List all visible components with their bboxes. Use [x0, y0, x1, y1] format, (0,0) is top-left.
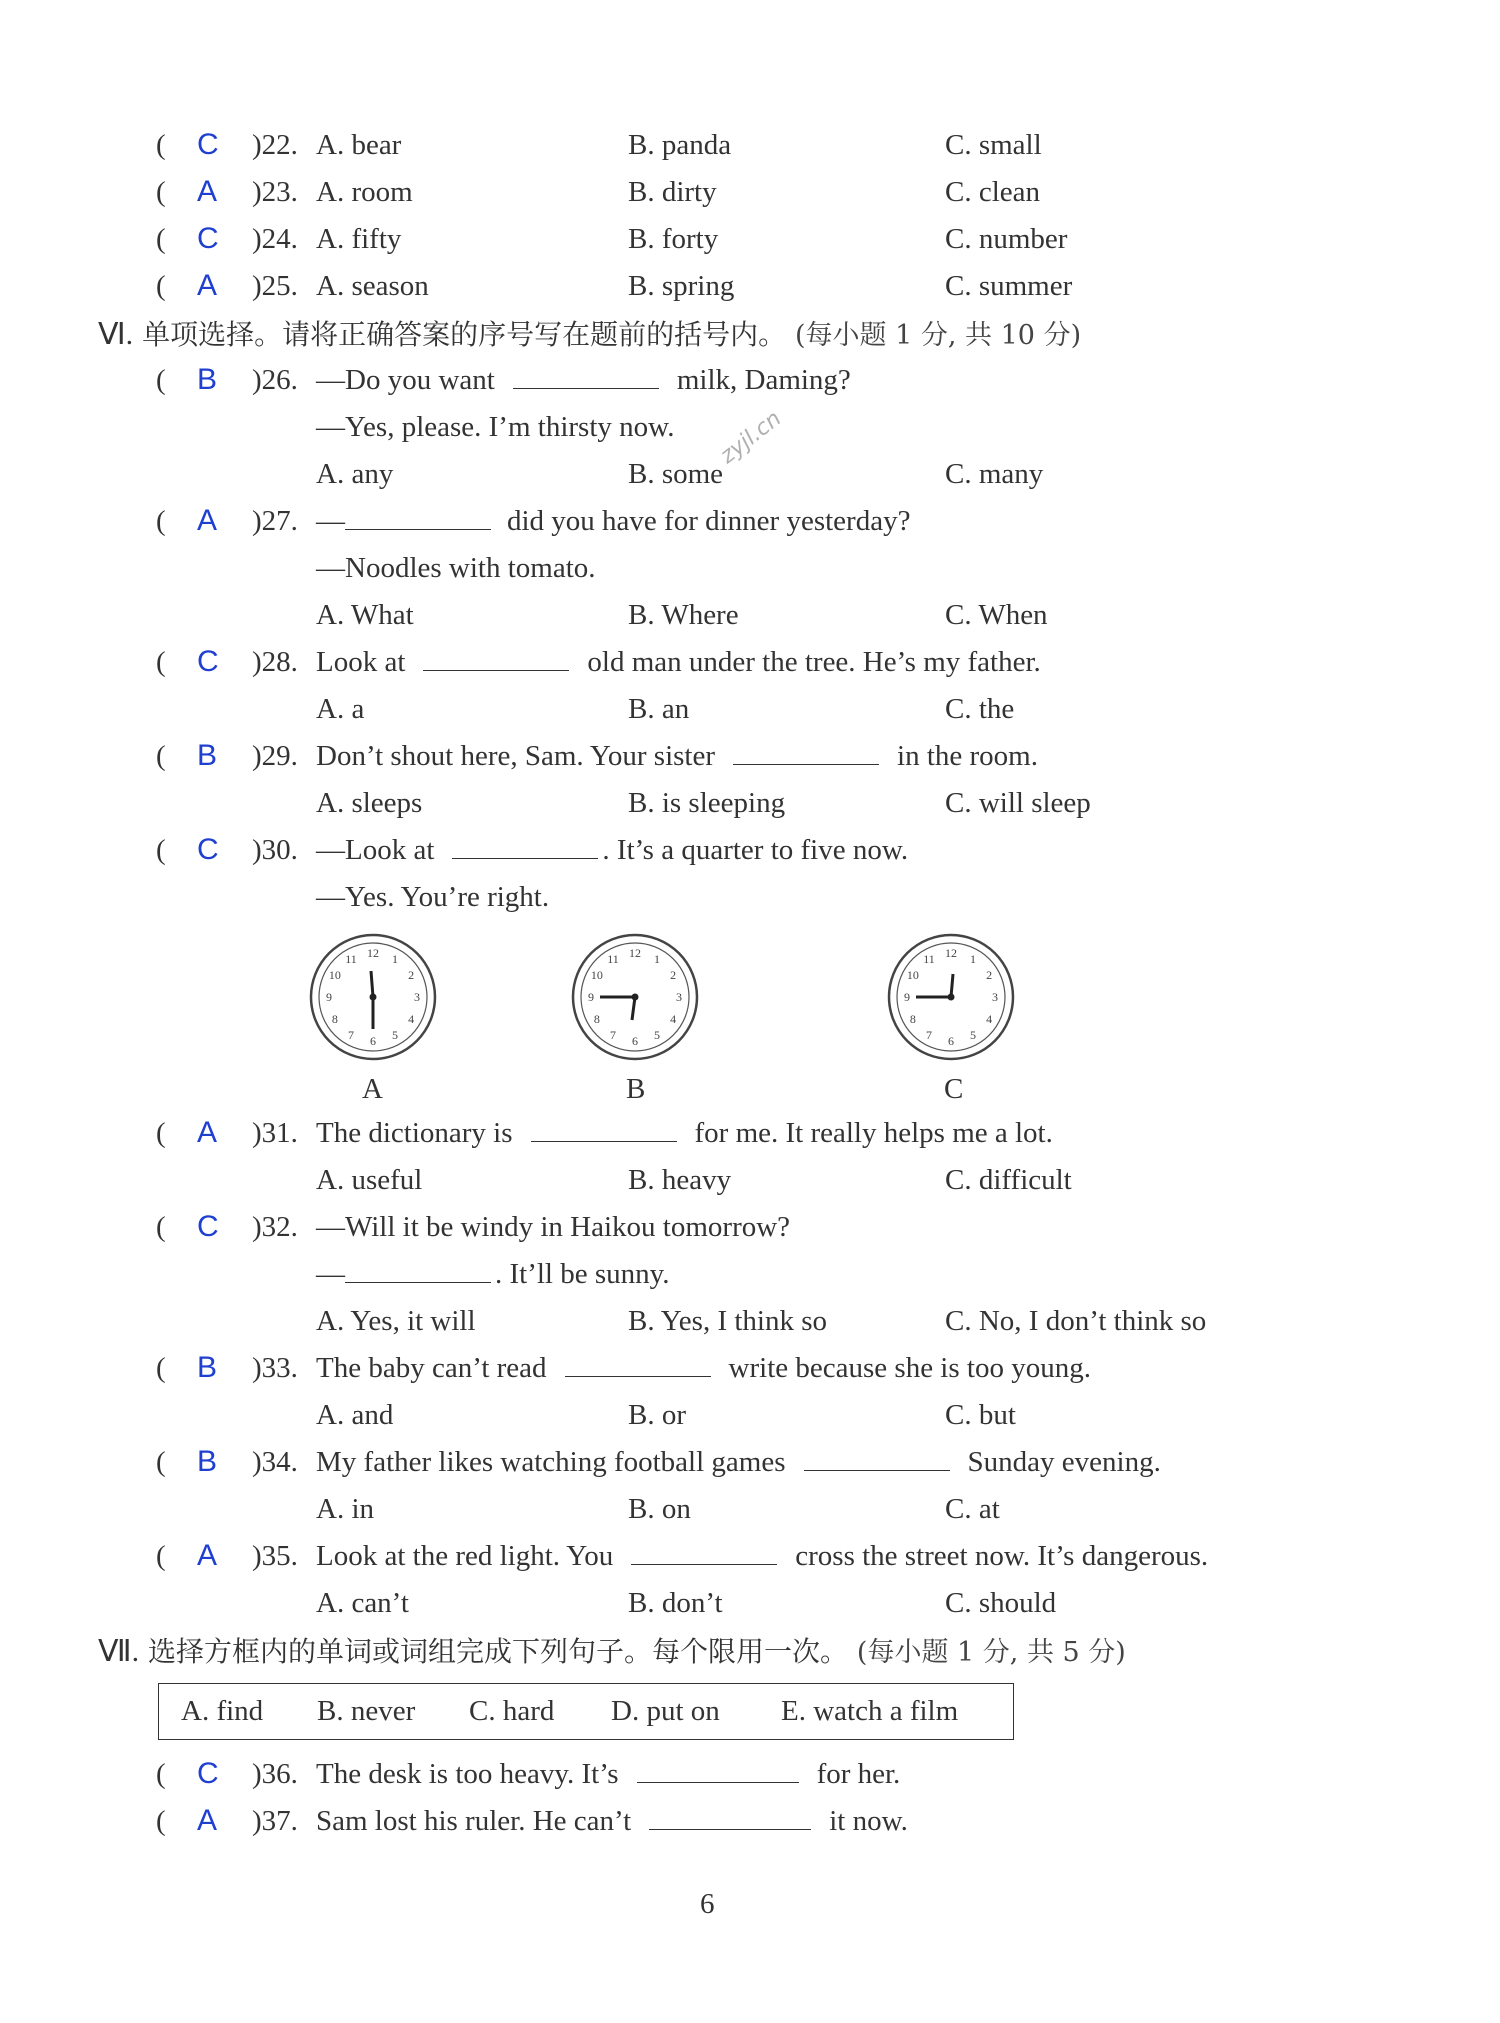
option-c: C. many	[945, 458, 1044, 490]
answer-blank	[345, 501, 491, 530]
option-b: B. don’t	[628, 1587, 723, 1619]
stem-before-blank: Look at	[316, 646, 406, 678]
stem-after-blank: milk, Daming?	[676, 364, 851, 396]
question-30	[0, 828, 1500, 872]
clock-c	[886, 932, 1016, 1062]
clock-numeral: 2	[408, 968, 415, 982]
question-number: )36.	[252, 1758, 298, 1790]
answer-mark: C	[197, 1757, 219, 1790]
answer-blank	[637, 1754, 799, 1783]
stem-before-blank: The desk is too heavy. It’s	[316, 1758, 619, 1790]
clock-numeral: 12	[945, 946, 957, 960]
paren-open: (	[156, 646, 166, 678]
stem-after-blank: old man under the tree. He’s my father.	[587, 646, 1041, 678]
question-stem	[316, 499, 910, 543]
paren-open: (	[156, 1805, 166, 1837]
clock-label-c: C	[944, 1073, 964, 1105]
clock-numeral: 3	[414, 990, 420, 1004]
section-number: Ⅵ.	[98, 318, 134, 351]
section-title: 选择方框内的单词或词组完成下列句子。每个限用一次。	[148, 1635, 849, 1668]
option-c: C. will sleep	[945, 787, 1091, 819]
question-number: )30.	[252, 834, 298, 866]
clock-numeral: 7	[926, 1028, 932, 1043]
paren-open: (	[156, 1446, 166, 1478]
question-stem	[316, 1440, 1161, 1484]
option-a: A. Yes, it will	[316, 1305, 476, 1337]
question-number: )23.	[252, 176, 298, 208]
question-34	[0, 1440, 1500, 1484]
clock-label-b: B	[626, 1073, 646, 1105]
question-stem	[316, 734, 1038, 778]
option-c: C. at	[945, 1493, 1000, 1525]
clock-center	[632, 994, 639, 1001]
question-number: )22.	[252, 129, 298, 161]
option-a: A. useful	[316, 1164, 423, 1196]
stem-after-blank: did you have for dinner yesterday?	[507, 505, 911, 537]
option-b: B. heavy	[628, 1164, 732, 1196]
option-a: A. room	[316, 176, 413, 208]
word-bank-item: E. watch a film	[781, 1695, 959, 1727]
clock-numeral: 1	[970, 951, 976, 966]
clock-numeral: 4	[408, 1012, 415, 1026]
paren-open: (	[156, 505, 166, 537]
word-bank-item: D. put on	[611, 1695, 720, 1727]
clock-numeral: 7	[348, 1028, 354, 1043]
clock-numeral: 9	[326, 990, 332, 1004]
answer-blank	[649, 1801, 811, 1830]
clock-numeral: 5	[654, 1028, 660, 1043]
answer-mark: A	[197, 269, 218, 302]
question-26-options	[0, 452, 1500, 496]
answer-mark: C	[197, 833, 219, 866]
question-32	[0, 1205, 1500, 1249]
option-b: B. dirty	[628, 176, 717, 208]
clock-numeral: 9	[904, 990, 910, 1004]
clock-center	[370, 994, 377, 1001]
word-bank-box	[158, 1683, 1014, 1740]
answer-mark: A	[197, 175, 218, 208]
clock-numeral: 4	[986, 1012, 993, 1026]
paren-open: (	[156, 176, 166, 208]
answer-mark: B	[197, 1445, 218, 1478]
question-28-options	[0, 687, 1500, 731]
stem-after-blank: . It’s a quarter to five now.	[602, 834, 909, 866]
stem-before-blank: My father likes watching football games	[316, 1446, 786, 1478]
answer-mark: C	[197, 128, 219, 161]
section-title: 单项选择。请将正确答案的序号写在题前的括号内。	[142, 318, 787, 351]
clock-numeral: 8	[331, 1012, 338, 1026]
answer-blank	[345, 1254, 491, 1283]
question-27	[0, 499, 1500, 543]
paren-open: (	[156, 129, 166, 161]
question-35-options	[0, 1581, 1500, 1625]
question-number: )28.	[252, 646, 298, 678]
question-32-reply	[0, 1252, 1500, 1296]
word-bank-item: B. never	[317, 1695, 416, 1727]
answer-blank	[804, 1442, 950, 1471]
paren-open: (	[156, 1758, 166, 1790]
clock-numeral: 2	[986, 968, 993, 982]
dialogue-reply: —Yes. You’re right.	[316, 881, 550, 913]
clock-numeral: 2	[670, 968, 677, 982]
reply-after-blank: . It’ll be sunny.	[495, 1258, 670, 1290]
question-27-options	[0, 593, 1500, 637]
option-c: C. small	[945, 129, 1042, 161]
word-bank-item: C. hard	[469, 1695, 555, 1727]
question-number: )24.	[252, 223, 298, 255]
answer-mark: A	[197, 1116, 218, 1149]
clock-label-a: A	[362, 1073, 383, 1105]
clock-numeral: 6	[948, 1034, 954, 1048]
question-23	[0, 170, 1500, 214]
clock-b	[570, 932, 700, 1062]
paren-open: (	[156, 834, 166, 866]
watermark: zyjl.cn	[715, 406, 787, 469]
stem-before-blank: Don’t shout here, Sam. Your sister	[316, 740, 716, 772]
stem-after-blank: in the room.	[897, 740, 1038, 772]
clock-numeral: 11	[923, 951, 935, 966]
dialogue-reply	[316, 1252, 670, 1296]
question-stem	[316, 1752, 900, 1796]
question-36	[0, 1752, 1500, 1796]
stem-before-blank: Look at the red light. You	[316, 1540, 614, 1572]
stem-after-blank: it now.	[829, 1805, 908, 1837]
question-stem	[316, 1346, 1091, 1390]
question-31-options	[0, 1158, 1500, 1202]
stem-before-blank: Sam lost his ruler. He can’t	[316, 1805, 632, 1837]
paren-open: (	[156, 1211, 166, 1243]
clock-numeral: 5	[392, 1028, 398, 1043]
question-number: )27.	[252, 505, 298, 537]
answer-mark: C	[197, 1210, 219, 1243]
dialogue-reply: —Yes, please. I’m thirsty now.	[316, 411, 675, 443]
question-stem	[316, 358, 851, 402]
option-b: B. Yes, I think so	[628, 1305, 828, 1337]
stem-after-blank: Sunday evening.	[967, 1446, 1161, 1478]
option-b: B. an	[628, 693, 690, 725]
stem-before-blank: —Do you want	[316, 364, 495, 396]
clock-numeral: 12	[367, 946, 379, 960]
option-b: B. forty	[628, 223, 719, 255]
clock-numeral: 4	[670, 1012, 677, 1026]
question-33	[0, 1346, 1500, 1390]
question-stem	[316, 640, 1041, 684]
question-29-options	[0, 781, 1500, 825]
option-a: A. any	[316, 458, 394, 490]
option-c: C. summer	[945, 270, 1073, 302]
paren-open: (	[156, 364, 166, 396]
section-score: (每小题 1 分, 共 10 分)	[795, 320, 1082, 351]
stem-before-blank: The baby can’t read	[316, 1352, 547, 1384]
paren-open: (	[156, 1352, 166, 1384]
option-a: A. What	[316, 599, 414, 631]
option-b: B. Where	[628, 599, 739, 631]
option-a: A. fifty	[316, 223, 402, 255]
option-c: C. No, I don’t think so	[945, 1305, 1207, 1337]
option-b: B. spring	[628, 270, 735, 302]
clock-numeral: 8	[593, 1012, 600, 1026]
option-a: A. and	[316, 1399, 394, 1431]
answer-mark: C	[197, 222, 219, 255]
answer-blank	[565, 1348, 711, 1377]
stem-before-blank: The dictionary is	[316, 1117, 513, 1149]
stem-after-blank: cross the street now. It’s dangerous.	[795, 1540, 1209, 1572]
option-b: B. or	[628, 1399, 686, 1431]
option-b: B. is sleeping	[628, 787, 786, 819]
question-25	[0, 264, 1500, 308]
option-b: B. on	[628, 1493, 691, 1525]
question-number: )26.	[252, 364, 298, 396]
option-a: A. bear	[316, 129, 402, 161]
option-c: C. the	[945, 693, 1015, 725]
question-stem	[316, 1111, 1053, 1155]
question-number: )35.	[252, 1540, 298, 1572]
option-a: A. can’t	[316, 1587, 409, 1619]
answer-mark: A	[197, 1539, 218, 1572]
option-a: A. a	[316, 693, 365, 725]
clock-numeral: 11	[345, 951, 357, 966]
clock-numeral: 10	[906, 968, 919, 982]
option-c: C. should	[945, 1587, 1057, 1619]
question-35	[0, 1534, 1500, 1578]
paren-open: (	[156, 1540, 166, 1572]
hour-hand	[371, 971, 373, 997]
section-score: (每小题 1 分, 共 5 分)	[856, 1637, 1126, 1668]
stem-after-blank: write because she is too young.	[728, 1352, 1091, 1384]
clock-numeral: 12	[629, 946, 641, 960]
dialogue-reply: —Noodles with tomato.	[316, 552, 596, 584]
stem-after-blank: for her.	[816, 1758, 901, 1790]
clock-numeral: 5	[970, 1028, 976, 1043]
question-number: )33.	[252, 1352, 298, 1384]
clock-numeral: 3	[992, 990, 998, 1004]
clock-numeral: 11	[607, 951, 619, 966]
clock-numeral: 3	[676, 990, 682, 1004]
clock-a	[308, 932, 438, 1062]
question-number: )31.	[252, 1117, 298, 1149]
question-number: )25.	[252, 270, 298, 302]
question-32-options	[0, 1299, 1500, 1343]
clock-numeral: 6	[370, 1034, 376, 1048]
question-number: )37.	[252, 1805, 298, 1837]
question-number: )34.	[252, 1446, 298, 1478]
stem-before-blank: —Look at	[316, 834, 435, 866]
question-37	[0, 1799, 1500, 1843]
clock-numeral: 9	[588, 990, 594, 1004]
answer-mark: A	[197, 504, 218, 537]
section-6-heading	[98, 313, 1081, 353]
answer-blank	[733, 736, 879, 765]
question-30-reply	[0, 875, 1500, 919]
clock-numeral: 1	[392, 951, 398, 966]
clock-numeral: 1	[654, 951, 660, 966]
question-number: )29.	[252, 740, 298, 772]
question-stem	[316, 1799, 908, 1843]
question-29	[0, 734, 1500, 778]
paren-open: (	[156, 740, 166, 772]
word-bank-item: A. find	[181, 1695, 264, 1727]
option-c: C. number	[945, 223, 1068, 255]
answer-mark: B	[197, 363, 218, 396]
paren-open: (	[156, 270, 166, 302]
paren-open: (	[156, 223, 166, 255]
answer-blank	[513, 360, 659, 389]
option-c: C. but	[945, 1399, 1016, 1431]
reply-before-blank: —	[316, 1258, 345, 1290]
clock-numeral: 10	[328, 968, 341, 982]
question-stem	[316, 828, 908, 872]
paren-open: (	[156, 1117, 166, 1149]
answer-mark: B	[197, 1351, 218, 1384]
answer-blank	[423, 642, 569, 671]
stem-after-blank: for me. It really helps me a lot.	[694, 1117, 1053, 1149]
question-stem: —Will it be windy in Haikou tomorrow?	[316, 1211, 791, 1243]
option-b: B. some	[628, 458, 724, 490]
answer-blank	[631, 1536, 777, 1565]
option-b: B. panda	[628, 129, 732, 161]
question-27-reply	[0, 546, 1500, 590]
answer-mark: C	[197, 645, 219, 678]
option-a: A. sleeps	[316, 787, 423, 819]
question-26	[0, 358, 1500, 402]
clock-center	[948, 994, 955, 1001]
answer-blank	[452, 830, 598, 859]
answer-mark: B	[197, 739, 218, 772]
question-22	[0, 123, 1500, 167]
stem-before-blank: —	[316, 505, 345, 537]
question-34-options	[0, 1487, 1500, 1531]
option-c: C. clean	[945, 176, 1041, 208]
section-7-heading	[98, 1630, 1126, 1670]
option-c: C. When	[945, 599, 1048, 631]
clock-numeral: 10	[590, 968, 603, 982]
clock-numeral: 6	[632, 1034, 638, 1048]
answer-mark: A	[197, 1804, 218, 1837]
page-number: 6	[700, 1888, 715, 1920]
option-a: A. in	[316, 1493, 374, 1525]
option-c: C. difficult	[945, 1164, 1072, 1196]
clock-numeral: 7	[610, 1028, 616, 1043]
question-28	[0, 640, 1500, 684]
question-31	[0, 1111, 1500, 1155]
question-24	[0, 217, 1500, 261]
clock-numeral: 8	[909, 1012, 916, 1026]
option-a: A. season	[316, 270, 429, 302]
question-stem	[316, 1534, 1208, 1578]
question-33-options	[0, 1393, 1500, 1437]
question-number: )32.	[252, 1211, 298, 1243]
answer-blank	[531, 1113, 677, 1142]
section-number: Ⅶ.	[98, 1635, 140, 1668]
